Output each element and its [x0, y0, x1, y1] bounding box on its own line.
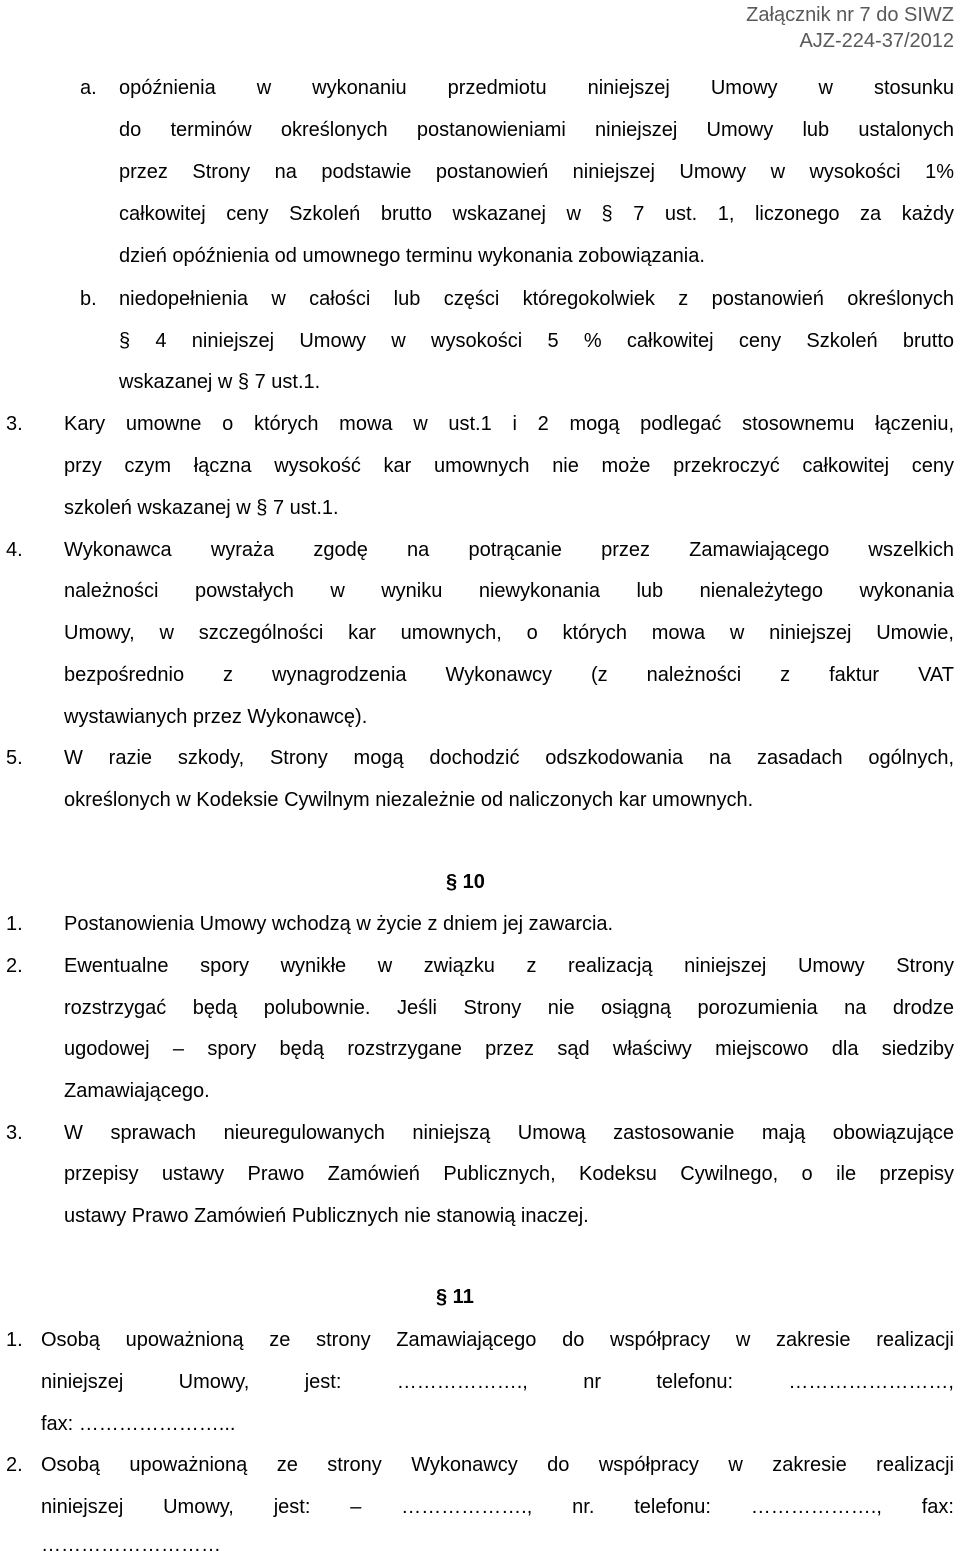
item-3-line: szkoleń wskazanej w § 7 ust.1. — [64, 497, 339, 519]
s10-item-1-line: Postanowienia Umowy wchodzą w życie z dniem jej zawarcia. — [64, 913, 614, 935]
s10-item-1-marker: 1. — [6, 913, 23, 935]
item-4-marker: 4. — [6, 539, 23, 561]
item-a-line: do terminów określonych postanowieniami niniejszej Umowy lub ustalonych — [119, 119, 954, 141]
s10-item-3-line: ustawy Prawo Zamówień Publicznych nie stanowią inaczej. — [64, 1205, 589, 1227]
item-a-line: dzień opóźnienia od umownego terminu wykonania zobowiązania. — [119, 245, 705, 267]
item-a-line: przez Strony na podstawie postanowień niniejszej Umowy w wysokości 1% — [119, 161, 954, 183]
reference-number: AJZ-224-37/2012 — [799, 30, 954, 52]
item-3-marker: 3. — [6, 413, 23, 435]
s11-item-2-marker: 2. — [6, 1454, 23, 1476]
s10-item-2-line: ugodowej – spory będą rozstrzygane przez sąd właściwy miejscowo dla siedziby — [64, 1038, 954, 1060]
s10-item-3-line: W sprawach nieuregulowanych niniejszą Umową zastosowanie mają obowiązujące — [64, 1122, 954, 1144]
item-b-line: wskazanej w § 7 ust.1. — [119, 371, 321, 393]
item-b-marker: b. — [80, 288, 97, 310]
s10-item-2-line: Zamawiającego. — [64, 1080, 210, 1102]
s11-item-2-line: Osobą upoważnioną ze strony Wykonawcy do współpracy w zakresie realizacji — [41, 1454, 954, 1476]
item-5-line: W razie szkody, Strony mogą dochodzić odszkodowania na zasadach ogólnych, — [64, 747, 954, 769]
item-4-line: Wykonawca wyraża zgodę na potrącanie przez Zamawiającego wszelkich — [64, 539, 954, 561]
s11-item-2-line: ……………………… — [41, 1534, 221, 1556]
item-5-line: określonych w Kodeksie Cywilnym niezależnie od naliczonych kar umownych. — [64, 789, 754, 811]
s10-item-3-line: przepisy ustawy Prawo Zamówień Publicznych, Kodeksu Cywilnego, o ile przepisy — [64, 1163, 954, 1185]
s10-item-3-marker: 3. — [6, 1122, 23, 1144]
s11-item-2-line: niniejszej Umowy, jest: – ………………., nr. telefonu: ………………., fax: — [41, 1496, 954, 1518]
s11-item-1-line: fax: …………………... — [41, 1413, 236, 1435]
s11-item-1-line: Osobą upoważnioną ze strony Zamawiającego do współpracy w zakresie realizacji — [41, 1329, 954, 1351]
item-b-line: § 4 niniejszej Umowy w wysokości 5 % całkowitej ceny Szkoleń brutto — [119, 330, 954, 352]
s10-item-2-line: rozstrzygać będą polubownie. Jeśli Strony nie osiągną porozumienia na drodze — [64, 997, 954, 1019]
item-5-marker: 5. — [6, 747, 23, 769]
s11-item-1-marker: 1. — [6, 1329, 23, 1351]
s10-item-2-line: Ewentualne spory wynikłe w związku z realizacją niniejszej Umowy Strony — [64, 955, 954, 977]
section-10-heading: § 10 — [446, 871, 485, 893]
item-3-line: Kary umowne o których mowa w ust.1 i 2 mogą podlegać stosownemu łączeniu, — [64, 413, 954, 435]
item-4-line: Umowy, w szczególności kar umownych, o których mowa w niniejszej Umowie, — [64, 622, 954, 644]
item-a-line: opóźnienia w wykonaniu przedmiotu niniejszej Umowy w stosunku — [119, 77, 954, 99]
item-4-line: bezpośrednio z wynagrodzenia Wykonawcy (z należności z faktur VAT — [64, 664, 954, 686]
attachment-label: Załącznik nr 7 do SIWZ — [746, 4, 954, 26]
item-3-line: przy czym łączna wysokość kar umownych nie może przekroczyć całkowitej ceny — [64, 455, 954, 477]
s10-item-2-marker: 2. — [6, 955, 23, 977]
section-11-heading: § 11 — [436, 1286, 474, 1308]
s11-item-1-line: niniejszej Umowy, jest: ………………., nr telefonu: ……………………, — [41, 1371, 954, 1393]
item-a-marker: a. — [80, 77, 97, 99]
item-a-line: całkowitej ceny Szkoleń brutto wskazanej w § 7 ust. 1, liczonego za każdy — [119, 203, 954, 225]
item-4-line: należności powstałych w wyniku niewykonania lub nienależytego wykonania — [64, 580, 954, 602]
item-b-line: niedopełnienia w całości lub części któregokolwiek z postanowień określonych — [119, 288, 954, 310]
item-4-line: wystawianych przez Wykonawcę). — [64, 706, 368, 728]
